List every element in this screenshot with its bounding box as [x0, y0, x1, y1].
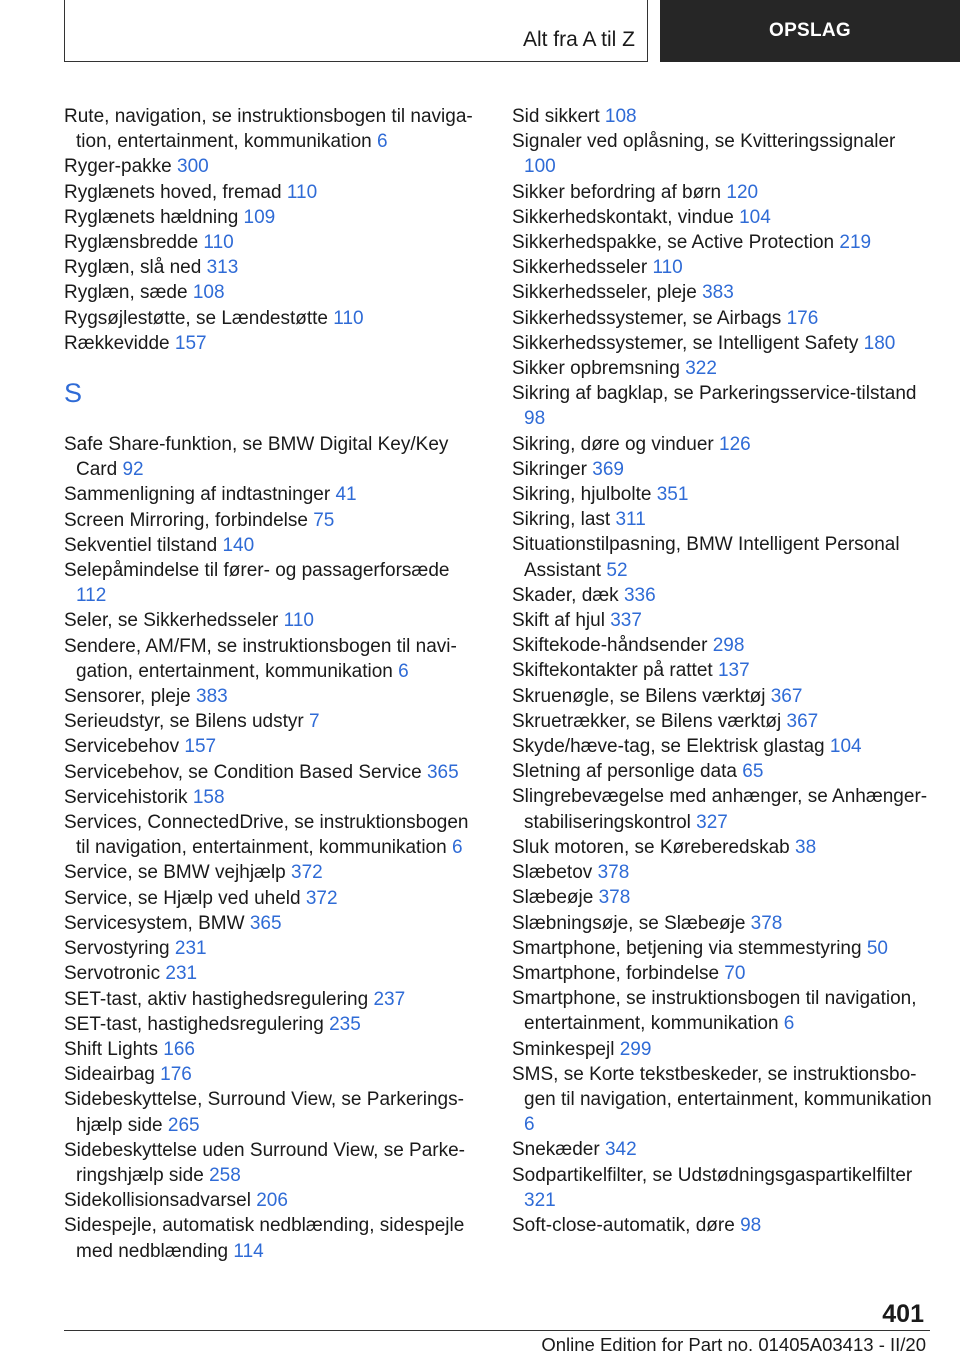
index-entry-text: Sidebeskyttelse uden Surround View, se Parkeringshjælp side [64, 1139, 465, 1186]
index-entry-text: Shift Lights [64, 1038, 158, 1060]
index-entry [64, 104, 484, 154]
index-page-link[interactable]: 98 [740, 1214, 762, 1236]
index-page-link[interactable]: 41 [335, 484, 357, 506]
index-page-link[interactable]: 52 [606, 559, 628, 581]
index-page-link[interactable]: 6 [451, 837, 463, 859]
index-page-link[interactable]: 342 [604, 1139, 637, 1161]
index-entry-text: Sikker befordring af børn [512, 181, 722, 203]
index-page-link[interactable]: 120 [726, 181, 759, 203]
index-page-link[interactable]: 299 [619, 1038, 652, 1060]
index-entry-text: Servicesystem, BMW [64, 912, 245, 934]
index-entry-text: Sammenligning af indtastninger [64, 484, 331, 506]
index-page-link[interactable]: 176 [160, 1064, 192, 1086]
index-entry [64, 180, 484, 205]
index-entry [512, 759, 932, 784]
index-entry [64, 331, 484, 356]
index-entry [64, 608, 484, 633]
index-page-link[interactable]: 6 [398, 660, 409, 682]
index-entry-text: Skiftekode-håndsender [512, 635, 708, 657]
index-page-link[interactable]: 110 [203, 232, 234, 254]
index-page-link[interactable]: 108 [604, 106, 637, 127]
index-entry-text: Sminkespejl [512, 1038, 615, 1060]
index-entry [512, 331, 932, 356]
index-entry-text: Sikkerhedskontakt, vindue [512, 206, 734, 228]
index-page-link[interactable]: 365 [249, 912, 282, 934]
index-entry-text: Soft-close-automatik, døre [512, 1214, 735, 1236]
footer-divider [64, 1330, 930, 1331]
index-entry-text: Sid sikkert [512, 106, 600, 127]
index-page-link[interactable]: 7 [309, 711, 320, 733]
index-page-link[interactable]: 100 [524, 156, 556, 178]
index-letter-heading: S [64, 378, 83, 409]
index-entry-text: Smartphone, se instruktionsbogen til navigation, entertainment, kommunikation [512, 988, 917, 1035]
index-page-link[interactable]: 321 [524, 1189, 556, 1211]
index-group-s-continued [512, 104, 932, 1238]
index-entry-text: Sikkerhedsseler, pleje [512, 282, 697, 304]
page-number: 401 [882, 1300, 924, 1328]
index-entry-text: Rygsøjlestøtte, se Lændestøtte [64, 307, 328, 329]
index-page-link[interactable]: 137 [717, 660, 750, 682]
index-page-link[interactable]: 351 [656, 484, 689, 506]
index-entry-text: Sikkerhedsseler [512, 257, 648, 279]
index-entry [512, 961, 932, 986]
index-entry [512, 608, 932, 633]
index-page-link[interactable]: 369 [592, 458, 624, 480]
index-entry [512, 583, 932, 608]
index-page-link[interactable]: 157 [174, 332, 207, 354]
index-page-link[interactable]: 126 [719, 433, 751, 455]
index-page-link[interactable]: 112 [76, 585, 107, 607]
index-entry-text: Sidespejle, automatisk nedblænding, sidespejle med nedblænding [64, 1215, 465, 1262]
index-entry-text: Ryglænsbredde [64, 232, 199, 254]
index-page-link[interactable]: 337 [610, 610, 642, 632]
index-page-link[interactable]: 180 [863, 332, 896, 354]
index-entry-text: Sikkerhedssystemer, se Intelligent Safety [512, 332, 859, 354]
index-entry [64, 810, 484, 860]
index-entry [64, 432, 484, 482]
index-entry-text: Snekæder [512, 1139, 600, 1161]
index-entry [64, 280, 484, 305]
index-group-s [64, 432, 484, 1264]
index-entry-text: Sendere, AM/FM, se instruktionsbogen til navigation, entertainment, kommunikation [64, 635, 457, 682]
index-entry [512, 280, 932, 305]
section-tab [660, 0, 960, 62]
index-entry [512, 986, 932, 1036]
index-page-link[interactable]: 6 [524, 1114, 535, 1136]
index-entry-text: SET-tast, aktiv hastighedsregulering [64, 988, 369, 1010]
index-column-left [64, 104, 484, 1264]
index-entry-text: Safe Share-funktion, se BMW Digital Key/Key Card [64, 434, 449, 481]
index-entry-text: Sikring, last [512, 509, 611, 531]
index-entry-text: Servicebehov, se Condition Based Service [64, 761, 422, 783]
index-entry [512, 356, 932, 381]
index-entry-text: Servotronic [64, 963, 161, 985]
index-entry-text: Slæbetov [512, 862, 593, 884]
index-entry [512, 532, 932, 582]
index-entry [512, 1137, 932, 1162]
index-entry-text: Slæbeøje [512, 887, 594, 909]
index-entry-text: Service, se BMW vejhjælp [64, 862, 286, 884]
index-entry-text: Skiftekontakter på rattet [512, 660, 713, 682]
index-entry [512, 936, 932, 961]
index-entry-text: Ryglæn, sæde [64, 282, 188, 304]
index-entry-text: Skruenøgle, se Bilens værktøj [512, 685, 766, 707]
index-entry [64, 1087, 484, 1137]
index-page-link[interactable]: 109 [243, 206, 276, 228]
index-entry [512, 507, 932, 532]
index-entry-text: Skyde/hæve-tag, se Elektrisk glastag [512, 736, 825, 758]
index-entry-text: Sideairbag [64, 1064, 155, 1086]
index-page-link[interactable]: 140 [222, 534, 255, 556]
index-entry [512, 684, 932, 709]
index-entry-text: Situationstilpasning, BMW Intelligent Personal Assistant [512, 534, 900, 581]
index-entry [64, 785, 484, 810]
index-entry [64, 230, 484, 255]
index-page-link[interactable]: 110 [286, 181, 318, 203]
index-entry-text: Smartphone, forbindelse [512, 962, 720, 984]
index-entry-text: Serieudstyr, se Bilens udstyr [64, 711, 304, 733]
index-entry-text: Ryger-pakke [64, 156, 172, 178]
index-page-link[interactable]: 110 [333, 307, 364, 329]
index-page-link[interactable]: 258 [209, 1164, 241, 1186]
index-page-link[interactable]: 92 [122, 459, 144, 481]
index-page-link[interactable]: 6 [783, 1013, 795, 1035]
index-entry [64, 634, 484, 684]
index-entry-text: Slæbningsøje, se Slæbeøje [512, 912, 746, 934]
index-entry [512, 457, 932, 482]
index-page-link[interactable]: 383 [702, 282, 734, 304]
index-page-link[interactable]: 383 [196, 686, 228, 708]
index-entry [64, 760, 484, 785]
index-page-link[interactable]: 98 [524, 408, 546, 430]
index-entry [512, 1163, 932, 1213]
index-page-link[interactable]: 38 [795, 836, 817, 858]
index-entry-text: Servicebehov [64, 736, 180, 758]
index-entry-text: Slingrebevægelse med anhænger, se Anhænger-stabiliseringskontrol [512, 786, 928, 833]
index-entry [512, 658, 932, 683]
footer-edition: Online Edition for Part no. 01405A03413 - II/20 [541, 1334, 926, 1355]
index-page-link[interactable]: 158 [192, 786, 225, 808]
index-entry [64, 684, 484, 709]
index-page-link[interactable]: 75 [313, 509, 335, 531]
header-box [64, 0, 648, 62]
index-entry [512, 129, 932, 179]
index-page-link[interactable]: 336 [623, 584, 656, 606]
index-entry [64, 255, 484, 280]
index-page-link[interactable]: 166 [163, 1038, 195, 1060]
index-page-link[interactable]: 104 [739, 206, 771, 228]
index-entry [512, 1037, 932, 1062]
index-entry-text: Sekventiel tilstand [64, 534, 218, 556]
index-page-link[interactable]: 378 [597, 862, 630, 884]
index-page-link[interactable]: 231 [174, 938, 207, 960]
index-entry [64, 205, 484, 230]
index-page-link[interactable]: 176 [786, 307, 819, 329]
index-entry [512, 180, 932, 205]
index-entry [512, 104, 932, 129]
index-entry [512, 633, 932, 658]
index-entry [512, 860, 932, 885]
index-page-link[interactable]: 231 [165, 963, 198, 985]
index-entry-text: Rækkevidde [64, 332, 170, 354]
index-entry [512, 885, 932, 910]
index-entry-text: Ryglæn, slå ned [64, 257, 202, 279]
index-entry-text: Servostyring [64, 938, 170, 960]
index-page-link[interactable]: 219 [839, 232, 872, 254]
index-entry-text: Screen Mirroring, forbindelse [64, 509, 308, 531]
index-page-link[interactable]: 65 [742, 761, 764, 783]
index-entry-text: Sidebeskyttelse, Surround View, se Parkeringshjælp side [64, 1089, 464, 1136]
index-entry [64, 533, 484, 558]
index-entry-text: SET-tast, hastighedsregulering [64, 1013, 324, 1035]
index-entry-text: Sikring, hjulbolte [512, 484, 652, 506]
index-entry [512, 205, 932, 230]
index-entry [64, 1188, 484, 1213]
index-page-link[interactable]: 206 [256, 1190, 288, 1212]
index-page-link[interactable]: 378 [598, 887, 631, 909]
index-page-link[interactable]: 6 [377, 131, 388, 153]
index-entry-text: Services, ConnectedDrive, se instruktionsbogen til navigation, entertainment, kommunikation [64, 812, 469, 859]
index-page-link[interactable]: 114 [233, 1240, 264, 1262]
index-entry [64, 1012, 484, 1037]
index-entry-text: Sikringer [512, 458, 587, 480]
index-page-link[interactable]: 110 [652, 257, 683, 279]
index-entry [512, 230, 932, 255]
index-entry-text: Skruetrækker, se Bilens værktøj [512, 710, 782, 732]
index-entry [512, 734, 932, 759]
index-entry [64, 911, 484, 936]
index-entry [512, 306, 932, 331]
index-entry-text: Seler, se Sikkerhedsseler [64, 610, 279, 632]
index-entry-text: Sikring, døre og vinduer [512, 433, 714, 455]
index-entry [512, 432, 932, 457]
index-page-link[interactable]: 322 [685, 358, 717, 380]
index-page-link[interactable]: 235 [329, 1013, 361, 1035]
index-page-link[interactable]: 110 [283, 610, 314, 632]
index-entry [64, 734, 484, 759]
index-page-link[interactable]: 367 [770, 685, 803, 707]
index-entry [64, 482, 484, 507]
index-group-r [64, 104, 484, 356]
index-entry [64, 1037, 484, 1062]
index-page-link[interactable]: 378 [750, 912, 783, 934]
index-entry [64, 961, 484, 986]
index-entry [64, 558, 484, 608]
index-entry [64, 860, 484, 885]
index-entry [512, 255, 932, 280]
index-entry-text: Ryglænets hoved, fremad [64, 181, 282, 203]
index-entry-text: Selepåmindelse til fører- og passagerforsæde [64, 560, 450, 582]
index-entry [64, 936, 484, 961]
section-tab-label: OPSLAG [768, 20, 852, 41]
index-entry-text: Servicehistorik [64, 786, 188, 808]
index-entry [64, 306, 484, 331]
index-page-link[interactable]: 365 [426, 761, 459, 783]
section-title: Alt fra A til Z [522, 28, 635, 51]
index-entry-text: Sodpartikelfilter, se Udstødningsgaspartikelfilter [512, 1164, 913, 1186]
index-page-link[interactable]: 327 [696, 811, 728, 833]
index-entry-text: Skift af hjul [512, 610, 605, 632]
index-entry-text: Sensorer, pleje [64, 686, 191, 708]
index-entry-text: Sidekollisionsadvarsel [64, 1190, 251, 1212]
index-entry-text: Ryglænets hældning [64, 206, 239, 228]
index-entry [64, 987, 484, 1012]
index-page-link[interactable]: 367 [786, 710, 819, 732]
index-entry [512, 482, 932, 507]
index-entry [64, 886, 484, 911]
index-entry [64, 1062, 484, 1087]
index-entry [512, 709, 932, 734]
index-entry-text: Signaler ved oplåsning, se Kvitteringssignaler [512, 131, 896, 153]
index-page-link[interactable]: 298 [712, 635, 745, 657]
index-page-link[interactable]: 157 [184, 736, 217, 758]
index-entry-text: Sikring af bagklap, se Parkeringsservice-tilstand [512, 383, 917, 405]
index-entry [512, 835, 932, 860]
index-page-link[interactable]: 237 [373, 988, 406, 1010]
index-entry-text: Sikkerhedssystemer, se Airbags [512, 307, 782, 329]
index-page-link[interactable]: 313 [206, 257, 239, 279]
index-entry-text: Sikkerhedspakke, se Active Protection [512, 232, 835, 254]
index-page-link[interactable]: 108 [192, 282, 225, 304]
index-entry-text: Service, se Hjælp ved uheld [64, 887, 301, 909]
index-entry [64, 1213, 484, 1263]
index-entry [64, 508, 484, 533]
index-entry-text: Skader, dæk [512, 584, 619, 606]
index-page-link[interactable]: 50 [866, 937, 888, 959]
index-entry-text: Smartphone, betjening via stemmestyring [512, 937, 862, 959]
index-page-link[interactable]: 70 [724, 962, 746, 984]
index-entry [64, 154, 484, 179]
index-entry-text: Sikker opbremsning [512, 358, 680, 380]
index-entry [512, 784, 932, 834]
index-page-link[interactable]: 311 [615, 509, 646, 531]
index-column-right [512, 104, 932, 1238]
index-page-link[interactable]: 372 [291, 862, 323, 884]
index-entry-text: Sletning af personlige data [512, 761, 737, 783]
index-entry [64, 1138, 484, 1188]
index-page-link[interactable]: 265 [167, 1114, 200, 1136]
index-entry [64, 709, 484, 734]
index-entry-text: Rute, navigation, se instruktionsbogen til navigation, entertainment, kommunikation [64, 106, 473, 153]
index-entry-text: SMS, se Korte tekstbeskeder, se instruktionsbogen til navigation, entertainment, kommunikation [512, 1063, 932, 1110]
index-entry [512, 911, 932, 936]
index-entry [512, 1062, 932, 1138]
index-entry [512, 381, 932, 431]
index-entry [512, 1213, 932, 1238]
index-page-link[interactable]: 372 [305, 887, 338, 909]
index-entry-text: Sluk motoren, se Køreberedskab [512, 836, 790, 858]
index-page-link[interactable]: 104 [829, 736, 862, 758]
index-page-link[interactable]: 300 [177, 156, 209, 178]
